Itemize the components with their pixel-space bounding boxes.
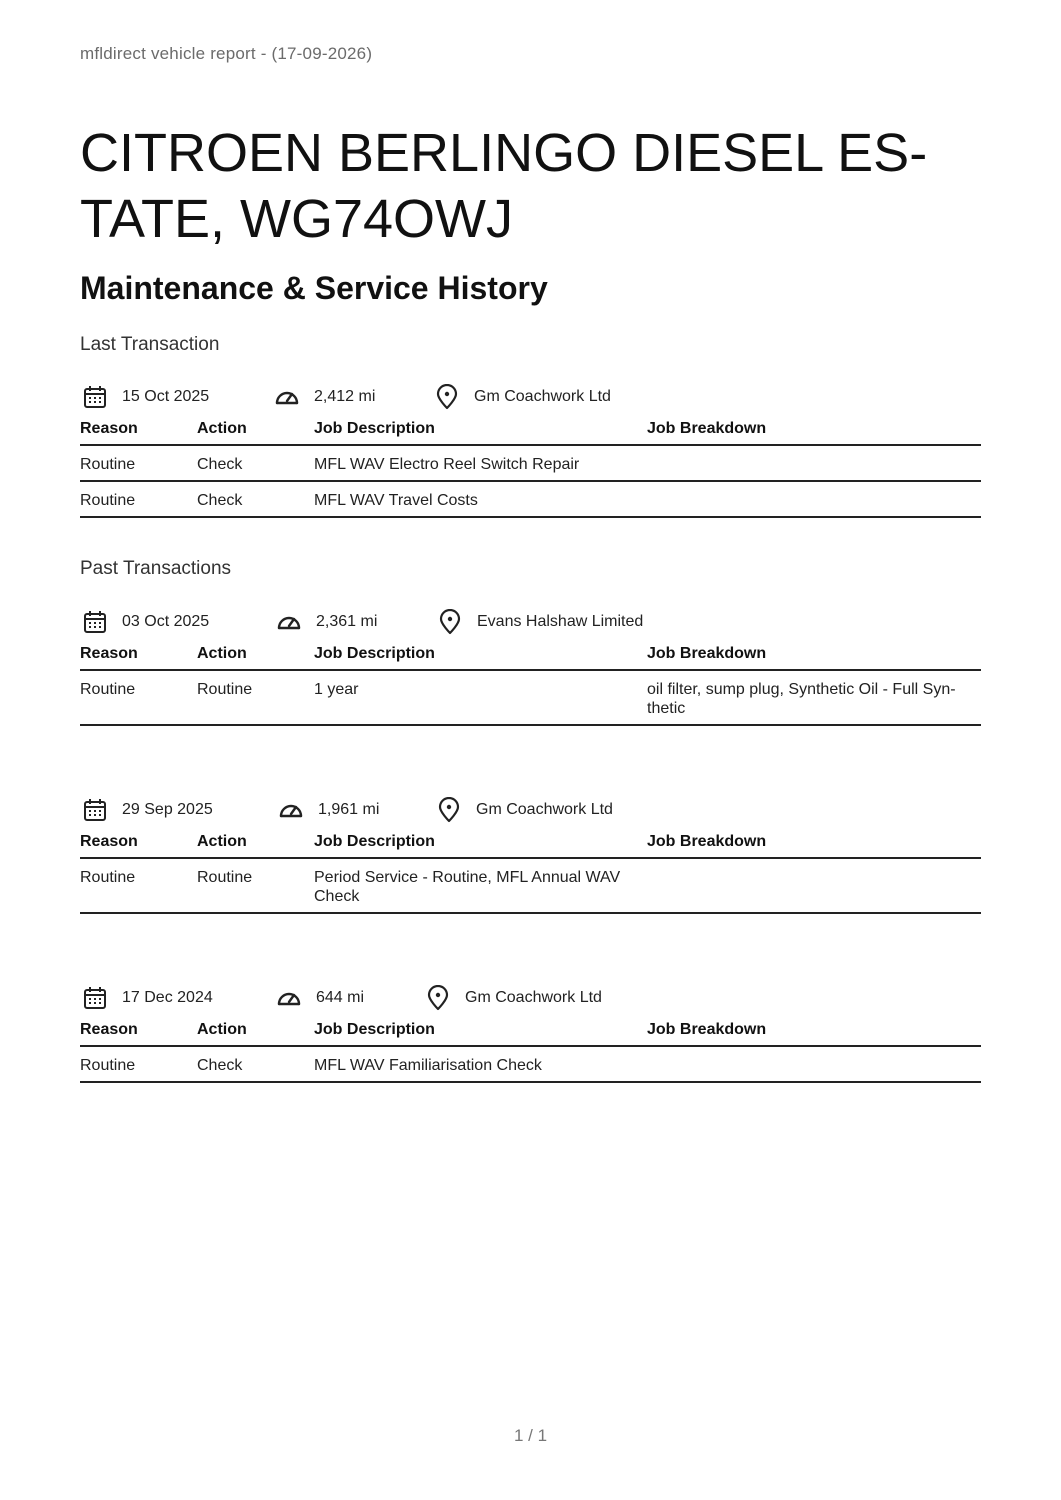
action-cell: Routine bbox=[197, 858, 314, 913]
action-header: Action bbox=[197, 645, 314, 670]
reason-cell: Routine bbox=[80, 445, 197, 481]
calendar-icon bbox=[82, 384, 108, 410]
job-table bbox=[80, 420, 981, 518]
speedometer-icon bbox=[276, 985, 302, 1011]
report-header: mfldirect vehicle report - (17-09-2026) bbox=[80, 44, 373, 63]
mileage-meta bbox=[274, 380, 375, 414]
transaction-meta bbox=[80, 380, 981, 414]
description-cell: MFL WAV Electro Reel Switch Repair bbox=[314, 445, 647, 481]
date-meta bbox=[82, 793, 213, 827]
reason-header: Reason bbox=[80, 645, 197, 670]
transaction-meta bbox=[80, 605, 981, 639]
transaction-mileage: 1,961 mi bbox=[318, 801, 380, 818]
transaction-block bbox=[80, 380, 981, 518]
transaction-date: 15 Oct 2025 bbox=[122, 388, 210, 405]
date-meta bbox=[82, 380, 209, 414]
reason-header: Reason bbox=[80, 833, 197, 858]
table-header-row bbox=[80, 420, 981, 445]
last-transaction-label: Last Transaction bbox=[80, 334, 220, 355]
speedometer-icon bbox=[276, 609, 302, 635]
past-transactions-label: Past Transactions bbox=[80, 558, 232, 579]
transaction-date: 03 Oct 2025 bbox=[122, 613, 210, 630]
transaction-mileage: 2,361 mi bbox=[316, 613, 378, 630]
section-title: Maintenance & Service History bbox=[80, 270, 548, 306]
breakdown-header: Job Breakdown bbox=[647, 833, 981, 858]
speedometer-icon bbox=[274, 384, 300, 410]
action-header: Action bbox=[197, 833, 314, 858]
table-row bbox=[80, 858, 981, 913]
reason-cell: Routine bbox=[80, 481, 197, 517]
calendar-icon bbox=[82, 797, 108, 823]
action-cell: Check bbox=[197, 481, 314, 517]
table-row bbox=[80, 670, 981, 725]
calendar-icon bbox=[82, 985, 108, 1011]
transaction-block bbox=[80, 981, 981, 1083]
table-header-row bbox=[80, 1021, 981, 1046]
reason-header: Reason bbox=[80, 420, 197, 445]
description-header: Job Description bbox=[314, 645, 647, 670]
reason-cell: Routine bbox=[80, 858, 197, 913]
table-row bbox=[80, 1046, 981, 1082]
map-pin-icon bbox=[436, 797, 462, 823]
action-cell: Check bbox=[197, 1046, 314, 1082]
transaction-location: Gm Coachwork Ltd bbox=[476, 801, 613, 818]
table-header-row bbox=[80, 833, 981, 858]
breakdown-header: Job Breakdown bbox=[647, 420, 981, 445]
vehicle-title: CITROEN BERLINGO DIESEL ES-TATE, WG74OWJ bbox=[80, 123, 928, 249]
description-cell: MFL WAV Familiarisation Check bbox=[314, 1046, 647, 1082]
breakdown-cell bbox=[647, 858, 981, 913]
action-header: Action bbox=[197, 1021, 314, 1046]
location-meta bbox=[436, 793, 613, 827]
description-cell: Period Service - Routine, MFL Annual WAV Check bbox=[314, 858, 647, 913]
transaction-date: 29 Sep 2025 bbox=[122, 801, 213, 818]
transaction-location: Gm Coachwork Ltd bbox=[465, 989, 602, 1006]
action-cell: Check bbox=[197, 445, 314, 481]
description-cell: 1 year bbox=[314, 670, 647, 725]
calendar-icon bbox=[82, 609, 108, 635]
transaction-block bbox=[80, 605, 981, 726]
mileage-meta bbox=[276, 981, 364, 1015]
transaction-meta bbox=[80, 793, 981, 827]
transaction-meta bbox=[80, 981, 981, 1015]
description-header: Job Description bbox=[314, 1021, 647, 1046]
transaction-block bbox=[80, 793, 981, 914]
map-pin-icon bbox=[437, 609, 463, 635]
description-header: Job Description bbox=[314, 420, 647, 445]
job-table bbox=[80, 1021, 981, 1083]
breakdown-cell bbox=[647, 445, 981, 481]
job-table bbox=[80, 833, 981, 914]
transaction-mileage: 644 mi bbox=[316, 989, 365, 1006]
mileage-meta bbox=[278, 793, 379, 827]
job-table bbox=[80, 645, 981, 726]
location-meta bbox=[437, 605, 643, 639]
reason-cell: Routine bbox=[80, 1046, 197, 1082]
action-cell: Routine bbox=[197, 670, 314, 725]
date-meta bbox=[82, 605, 209, 639]
action-header: Action bbox=[197, 420, 314, 445]
description-header: Job Description bbox=[314, 833, 647, 858]
speedometer-icon bbox=[278, 797, 304, 823]
table-header-row bbox=[80, 645, 981, 670]
map-pin-icon bbox=[434, 384, 460, 410]
table-row bbox=[80, 445, 981, 481]
transaction-mileage: 2,412 mi bbox=[314, 388, 376, 405]
location-meta bbox=[425, 981, 602, 1015]
breakdown-cell: oil filter, sump plug, Synthetic Oil - Full Syn-thetic bbox=[647, 670, 981, 725]
description-cell: MFL WAV Travel Costs bbox=[314, 481, 647, 517]
page-number: 1 / 1 bbox=[513, 1426, 548, 1445]
map-pin-icon bbox=[425, 985, 451, 1011]
reason-cell: Routine bbox=[80, 670, 197, 725]
table-row bbox=[80, 481, 981, 517]
reason-header: Reason bbox=[80, 1021, 197, 1046]
mileage-meta bbox=[276, 605, 377, 639]
breakdown-cell bbox=[647, 481, 981, 517]
breakdown-cell bbox=[647, 1046, 981, 1082]
transaction-location: Gm Coachwork Ltd bbox=[474, 388, 611, 405]
transaction-location: Evans Halshaw Limited bbox=[477, 613, 644, 630]
date-meta bbox=[82, 981, 213, 1015]
breakdown-header: Job Breakdown bbox=[647, 1021, 981, 1046]
location-meta bbox=[434, 380, 611, 414]
transaction-date: 17 Dec 2024 bbox=[122, 989, 213, 1006]
breakdown-header: Job Breakdown bbox=[647, 645, 981, 670]
